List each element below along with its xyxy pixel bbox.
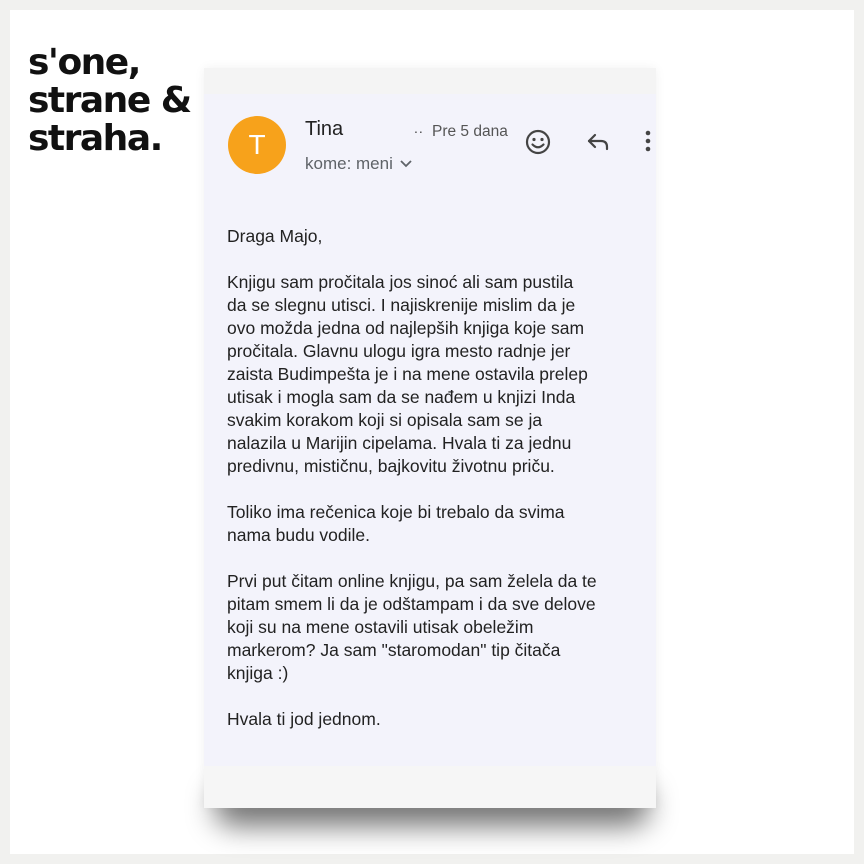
received-time: Pre 5 dana: [432, 123, 508, 140]
ellipsis-dots: ..: [414, 120, 424, 136]
bottom-strip: [204, 766, 656, 808]
body-paragraph: Knjigu sam pročitala jos sinoć ali sam pustila da se slegnu utisci. I najiskrenije mislim da je ovo možda jedna od najlepših knjiga koje sam pročitala. Glavnu ulogu igra mesto radnje jer zaista Budimpešta je i na mene ostavila prelep utisak i mogla sam da se nađem u knjizi Inda svakim korakom koji si opisala sam se ja nalazila u Marijin cipelama. Hvala ti za jednu predivnu, mističnu, bajkovitu životnu priču.: [227, 272, 588, 476]
smiley-icon: [524, 128, 552, 156]
top-strip: [204, 68, 656, 94]
greeting: Draga Majo,: [227, 226, 323, 246]
brand-line-1: s'one,: [28, 42, 140, 83]
sender-avatar[interactable]: T: [228, 116, 286, 174]
email-view: [204, 94, 656, 766]
brand-line-3: straha.: [28, 118, 162, 159]
chevron-down-icon: [399, 159, 413, 169]
recipient-toggle[interactable]: [305, 154, 413, 174]
reply-button[interactable]: [584, 128, 612, 156]
sender-name: Tina: [305, 118, 344, 140]
brand-line-2: strane &: [28, 80, 191, 121]
more-options-button[interactable]: [641, 128, 655, 156]
closing: Hvala ti jod jednom.: [227, 709, 381, 729]
recipient-label: kome: meni: [305, 154, 393, 173]
email-body: [227, 225, 655, 754]
body-paragraph: Prvi put čitam online knjigu, pa sam želela da te pitam smem li da je odštampam i da sve delove koji su na mene ostavili utisak obeležim markerom? Ja sam "staromodan" tip čitača knjiga :): [227, 571, 597, 683]
add-reaction-button[interactable]: [524, 128, 552, 156]
email-screenshot: [204, 68, 656, 808]
reply-icon: [584, 128, 612, 156]
brand-logo-text: [28, 44, 191, 158]
body-paragraph: Toliko ima rečenica koje bi trebalo da svima nama budu vodile.: [227, 502, 565, 545]
more-vert-icon: [641, 128, 655, 156]
